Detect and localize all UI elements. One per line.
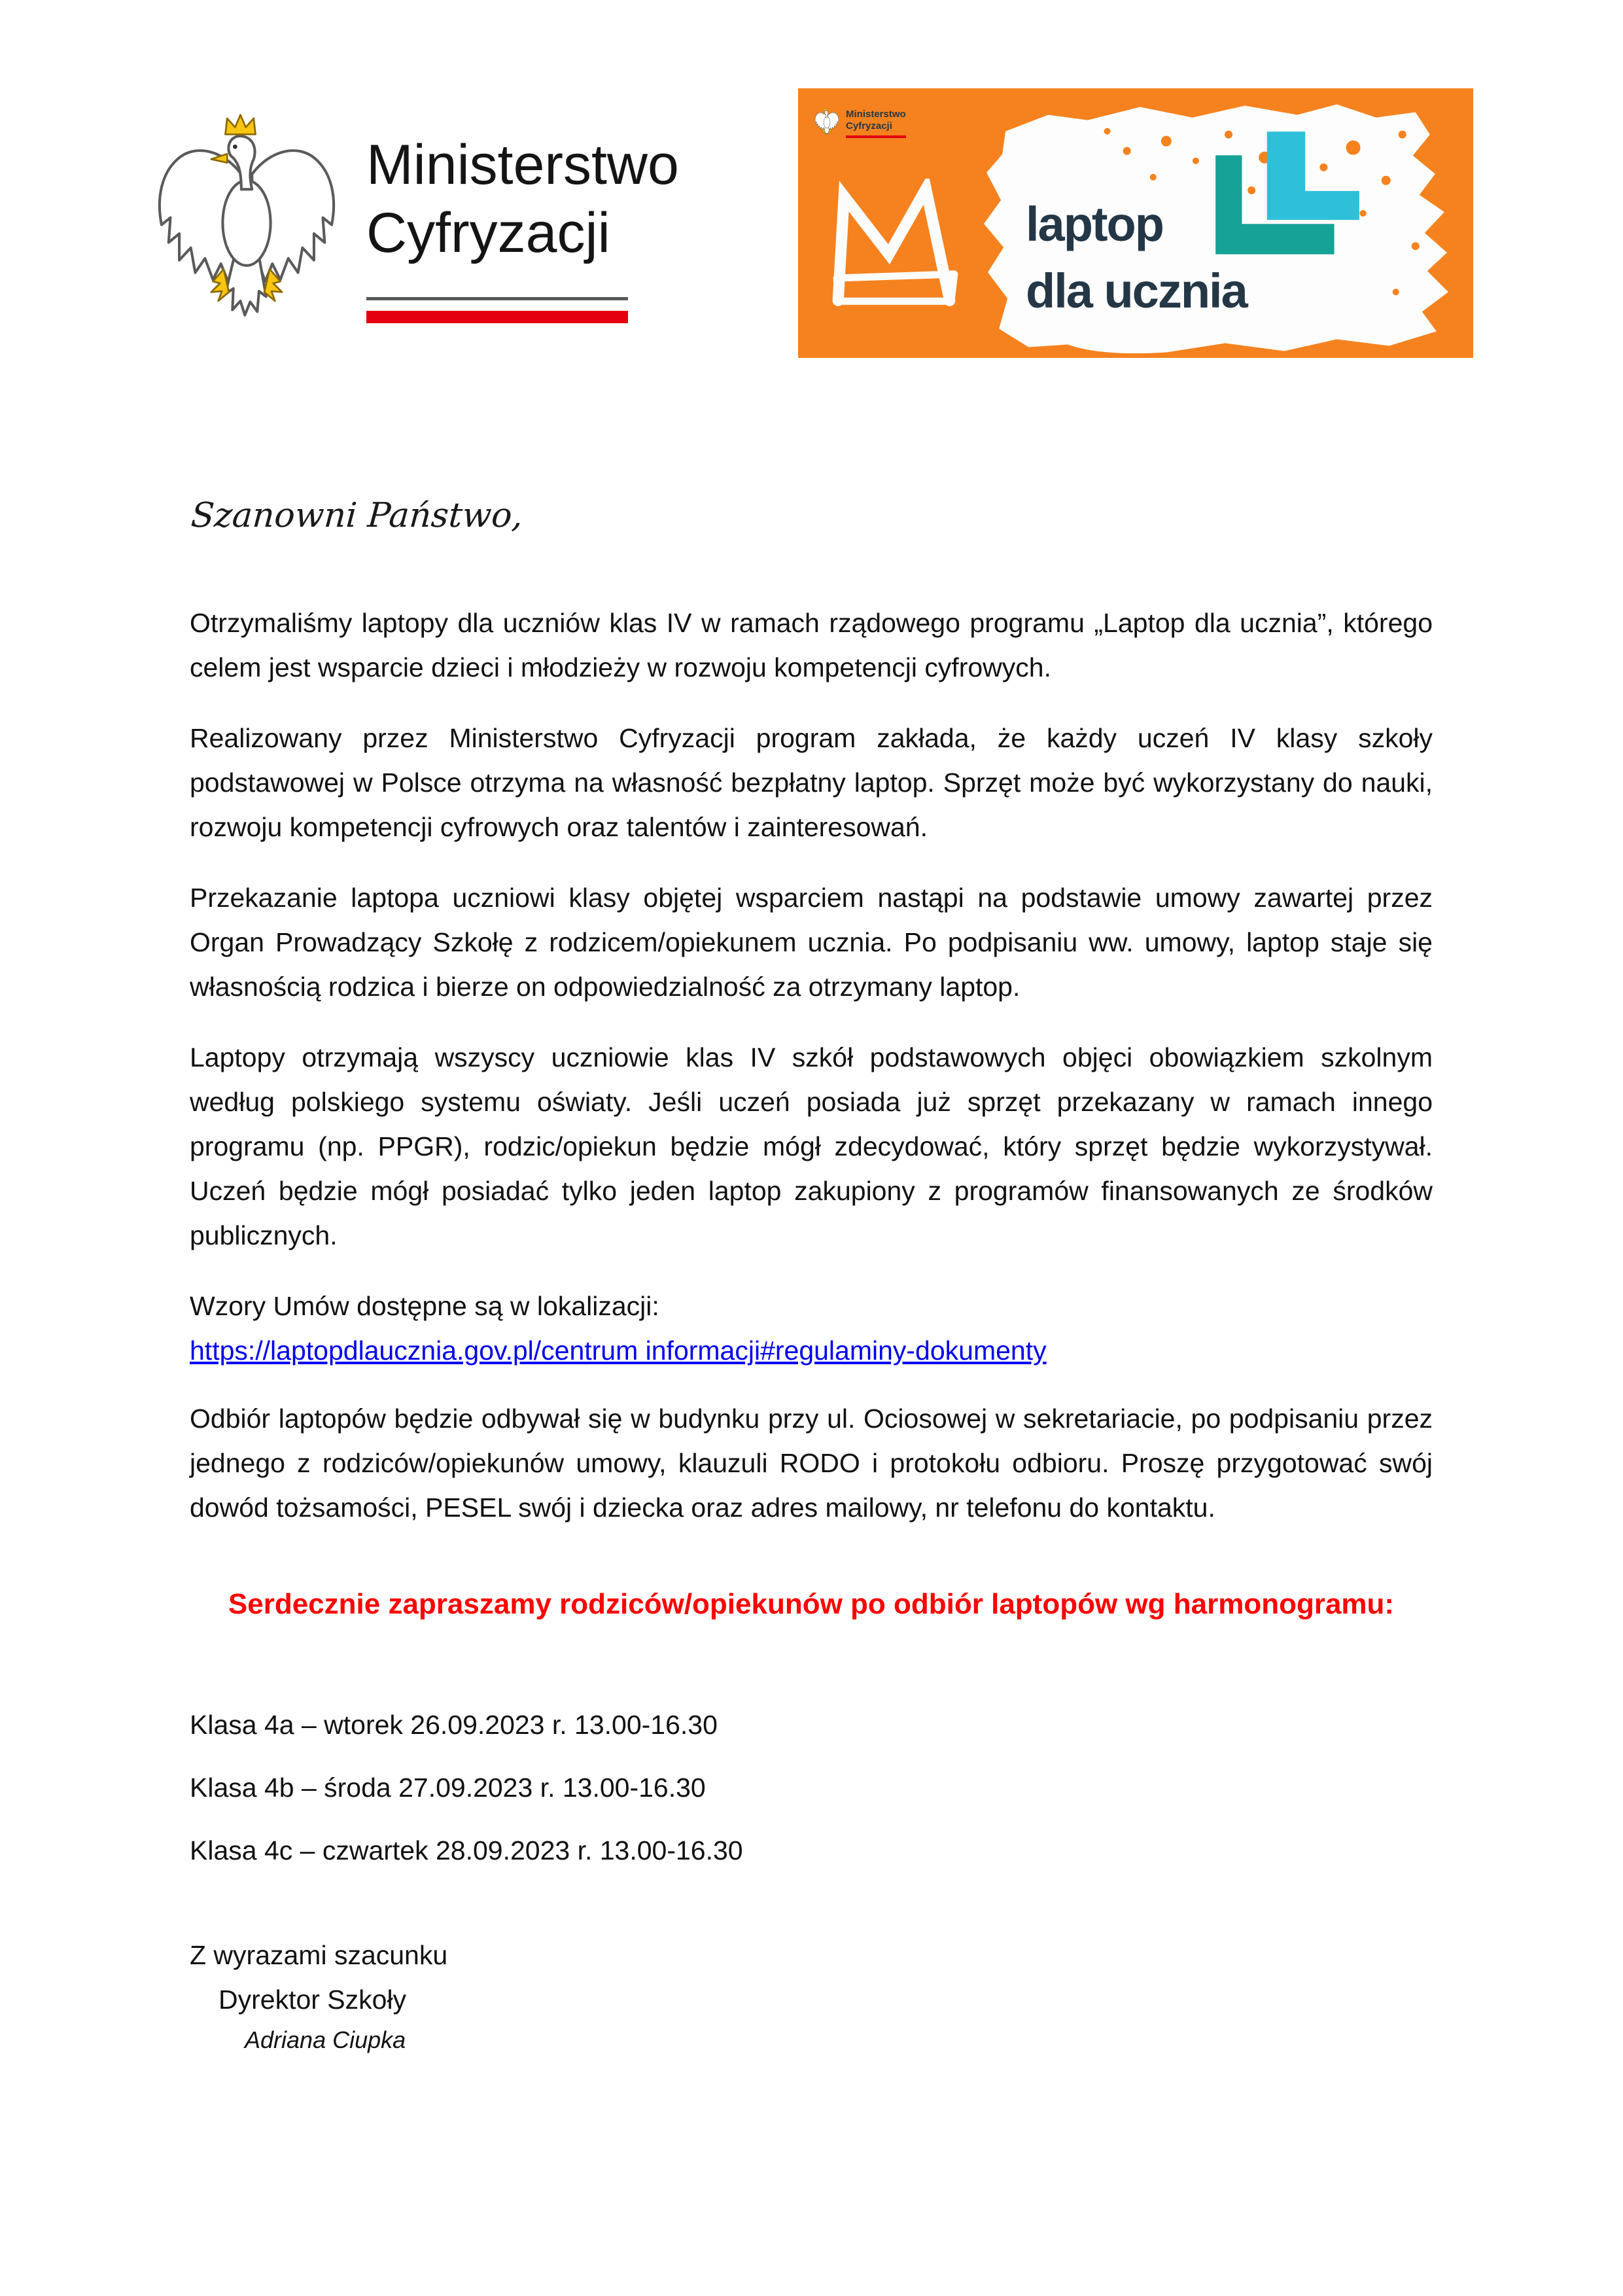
- closing-block: [190, 1933, 1433, 2058]
- mini-ministry-line2: Cyfryzacji: [846, 120, 892, 132]
- flag-white-stripe: [366, 300, 628, 311]
- salutation: Szanowni Państwo,: [190, 496, 525, 535]
- schedule-line-4b: Klasa 4b – środa 27.09.2023 r. 13.00-16.30: [190, 1773, 706, 1803]
- closing-regards: Z wyrazami szacunku: [190, 1940, 448, 1970]
- ministry-logo-text: [366, 105, 679, 332]
- banner-word-laptop: laptop: [1026, 197, 1163, 251]
- mini-eagle-icon: [814, 107, 840, 137]
- pickup-schedule: [190, 1703, 1433, 1873]
- banner-word-dla-ucznia: dla ucznia: [1026, 264, 1247, 318]
- mini-red-rule: [846, 135, 906, 138]
- ministry-name-line1: Ministerstwo: [366, 133, 679, 196]
- invitation-heading: Serdecznie zapraszamy rodziców/opiekunów po odbiór laptopów wg harmonogramu:: [228, 1588, 1395, 1620]
- paragraph-program-details: Realizowany przez Ministerstwo Cyfryzacji program zakłada, że każdy uczeń IV klasy szkoły podstawowej w Polsce otrzyma na własność bezpłatny laptop. Sprzęt może być wykorzystany do nauki, rozwoju kompetencji cyfrowych oraz talentów i zainteresowań.: [190, 723, 1433, 842]
- ministry-name-line2: Cyfryzacji: [366, 202, 610, 264]
- mini-ministry-line1: Ministerstwo: [846, 109, 906, 120]
- laptop-dla-ucznia-banner: [798, 88, 1473, 358]
- banner-mini-ministry-logo: [814, 107, 906, 138]
- letter-body: [190, 496, 1433, 2058]
- paragraph-program-intro: Otrzymaliśmy laptopy dla uczniów klas IV w ramach rządowego programu „Laptop dla ucznia”, którego celem jest wsparcie dzieci i młodzieży w rozwoju kompetencji cyfrowych.: [190, 608, 1433, 682]
- paragraph-agreement: Przekazanie laptopa uczniowi klasy objętej wsparciem nastąpi na podstawie umowy zawartej przez Organ Prowadzący Szkołę z rodzicem/opiekunem ucznia. Po podpisaniu ww. umowy, laptop staje się własnością rodzica i bierze on odpowiedzialność za otrzymany laptop.: [190, 883, 1433, 1002]
- documents-link[interactable]: https://laptopdlaucznia.gov.pl/centrum informacji#regulaminy-dokumenty: [190, 1335, 1047, 1366]
- crown-icon: [827, 179, 966, 308]
- schedule-line-4a: Klasa 4a – wtorek 26.09.2023 r. 13.00-16.30: [190, 1710, 718, 1740]
- ministry-logo: [149, 105, 679, 332]
- closing-role: Dyrektor Szkoły: [218, 1985, 407, 2015]
- paragraph-eligibility: Laptopy otrzymają wszyscy uczniowie klas IV szkół podstawowych objęci obowiązkiem szkolnym według polskiego systemu oświaty. Jeśli uczeń posiada już sprzęt przekazany w ramach innego programu (np. PPGR), rodzic/opiekun będzie mógł zdecydować, który sprzęt będzie wykorzystywał. Uczeń będzie mógł posiadać tylko jeden laptop zakupiony z programów finansowanych ze środków publicznych.: [190, 1042, 1433, 1250]
- flag-red-stripe: [366, 311, 628, 323]
- paragraph-pickup-info: Odbiór laptopów będzie odbywał się w budynku przy ul. Ociosowej w sekretariacie, po podpisaniu przez jednego z rodziców/opiekunów umowy, klauzuli RODO i protokołu odbioru. Proszę przygotować swój dowód tożsamości, PESEL swój i dziecka oraz adres mailowy, nr telefonu do kontaktu.: [190, 1404, 1433, 1523]
- documents-intro: Wzory Umów dostępne są w lokalizacji:: [190, 1291, 659, 1321]
- polish-eagle-emblem-icon: [149, 105, 344, 332]
- schedule-line-4c: Klasa 4c – czwartek 28.09.2023 r. 13.00-16.30: [190, 1835, 743, 1865]
- mini-ministry-text: [846, 107, 906, 138]
- poland-flag-bar: [366, 297, 628, 323]
- banner-wordmark: [1026, 198, 1247, 317]
- closing-signature-name: Adriana Ciupka: [245, 2026, 406, 2053]
- documents-link-line: [190, 1328, 1433, 1373]
